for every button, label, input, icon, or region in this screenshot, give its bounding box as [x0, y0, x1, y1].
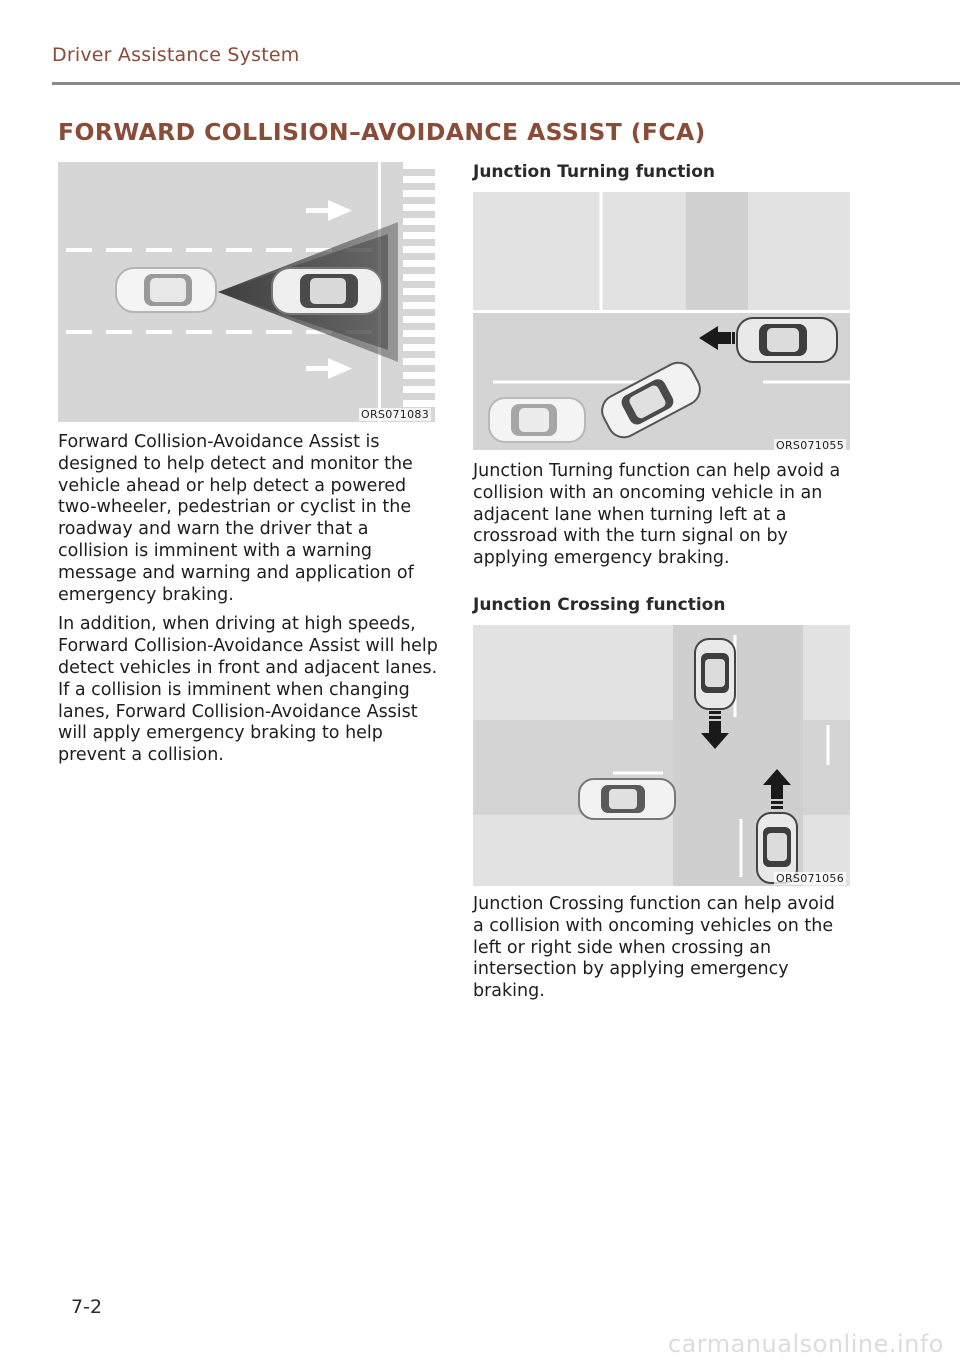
junction-crossing-illustration: [473, 625, 850, 886]
lead-car-icon: [272, 268, 382, 314]
fca-description: [58, 432, 438, 767]
fca-road-diagram: [58, 162, 435, 422]
page-title: FORWARD COLLISION–AVOIDANCE ASSIST (FCA): [58, 118, 706, 146]
figure-code: ORS071055: [776, 439, 844, 452]
ego-car-icon: [579, 779, 675, 819]
junction-turning-description: Junction Turning function can help avoid a collision with an oncoming vehicle in an adjacent lane when turning left at a crossroad with the turn signal on by applying emergency braking.: [473, 461, 841, 569]
junction-crossing-diagram: [473, 625, 850, 886]
figure-code: ORS071083: [361, 408, 429, 421]
junction-turning-diagram: [473, 192, 850, 453]
crossing-car-top-icon: [695, 639, 735, 709]
header-divider: [52, 82, 960, 85]
trailing-car-icon: [489, 398, 585, 442]
junction-crossing-description: Junction Crossing function can help avoid a collision with oncoming vehicles on the left or right side when crossing an intersection by applying emergency braking.: [473, 894, 835, 1002]
ego-car-icon: [116, 268, 216, 312]
section-header: Driver Assistance System: [52, 44, 300, 66]
oncoming-car-icon: [737, 318, 837, 362]
watermark: carmanualsonline.info: [667, 1330, 944, 1358]
junction-turning-illustration: [473, 192, 850, 453]
figure-code: ORS071056: [776, 872, 844, 885]
junction-turning-heading: Junction Turning function: [473, 162, 716, 182]
junction-crossing-heading: Junction Crossing function: [473, 595, 726, 615]
paragraph: Forward Collision-Avoidance Assist is designed to help detect and monitor the vehicle ahead or help detect a powered two-wheeler, pedestrian or cyclist in the roadway and warn the driver that a collision is imminent with a warning message and warning and application of emergency braking.: [58, 432, 414, 605]
fca-illustration: [58, 162, 435, 422]
page-number: 7-2: [71, 1296, 103, 1318]
paragraph: In addition, when driving at high speeds, Forward Collision-Avoidance Assist will help detect vehicles in front and adjacent lanes. If a collision is imminent when changing lanes, Forward Collision-Avoidance Assist will apply emergency braking to help prevent a collision.: [58, 614, 438, 766]
